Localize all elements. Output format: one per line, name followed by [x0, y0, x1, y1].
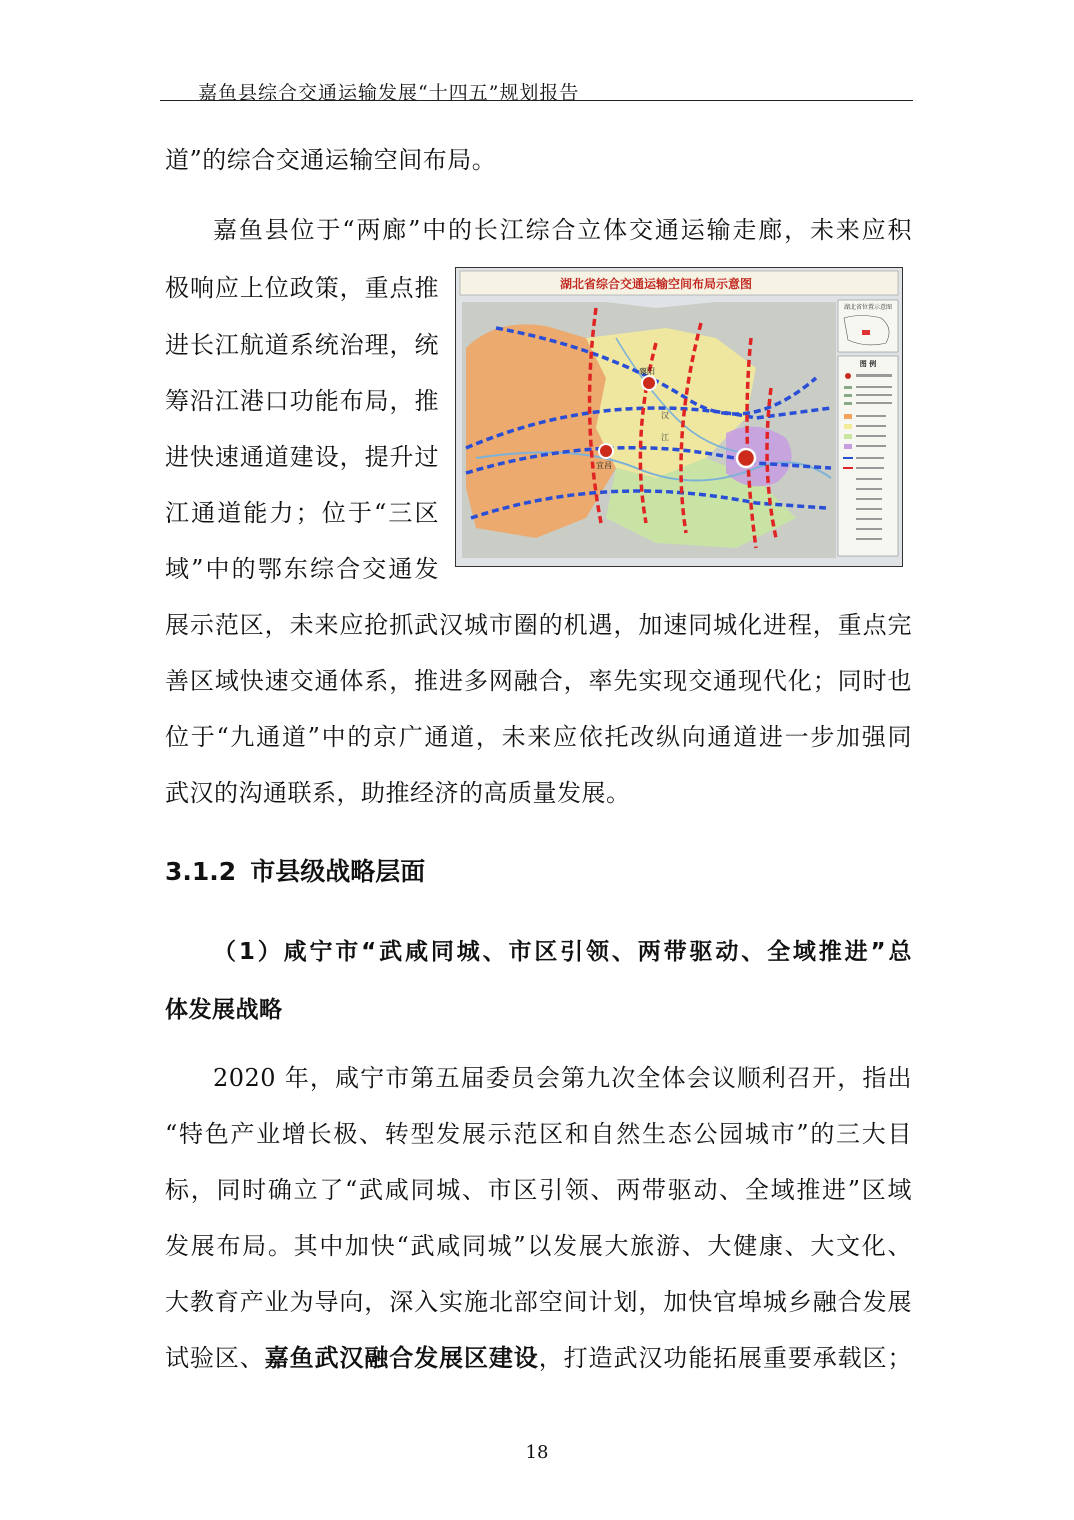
running-header: 嘉鱼县综合交通运输发展“十四五”规划报告: [198, 82, 580, 104]
hub-yichang: [599, 444, 613, 458]
river-label-jiang: 江: [661, 433, 669, 442]
river-label-han: 汉: [661, 411, 669, 420]
header-divider: [160, 100, 913, 101]
paragraph-line: 进快速通道建设，提升过: [165, 443, 439, 471]
section-number: 3.1.2: [165, 857, 237, 886]
paragraph-line: 善区域快速交通体系，推进多网融合，率先实现交通现代化；同时也: [165, 667, 912, 695]
paragraph-line: 进长江航道系统治理，统: [165, 331, 439, 359]
hub-xiangyang: [642, 376, 656, 390]
map-title: 湖北省综合交通运输空间布局示意图: [559, 277, 753, 291]
transport-layout-map: [455, 267, 903, 567]
text-suffix: ，打造武汉功能拓展重要承载区；: [538, 1344, 913, 1372]
paragraph-line: 展示范区，未来应抢抓武汉城市圈的机遇，加速同城化进程，重点完: [165, 611, 912, 639]
city-label-xiangyang: 襄阳: [639, 367, 655, 376]
paragraph-continuation: 道”的综合交通运输空间布局。: [165, 146, 497, 174]
inset-label: 湖北省位置示意图: [843, 304, 893, 311]
paragraph-line: 标，同时确立了“武咸同城、市区引领、两带驱动、全域推进”区域: [165, 1176, 912, 1204]
paragraph-line: 发展布局。其中加快“武咸同城”以发展大旅游、大健康、大文化、: [165, 1232, 912, 1260]
paragraph-line: 江通道能力；位于“三区: [165, 499, 439, 527]
paragraph-line: 嘉鱼县位于“两廊”中的长江综合立体交通运输走廊，未来应积: [213, 216, 912, 244]
emphasis-text: 嘉鱼武汉融合发展区建设: [264, 1344, 539, 1372]
hub-wuhan: [737, 449, 755, 467]
section-title: 市县级战略层面: [250, 857, 426, 886]
paragraph-line: 2020 年，咸宁市第五届委员会第九次全体会议顺利召开，指出: [213, 1064, 912, 1092]
paragraph-line: 筹沿江港口功能布局，推: [165, 387, 439, 415]
paragraph-line: “特色产业增长极、转型发展示范区和自然生态公园城市”的三大目: [165, 1120, 912, 1148]
section-heading: [165, 852, 425, 888]
paragraph-line: 域”中的鄂东综合交通发: [165, 555, 439, 583]
city-label-yichang: 宜昌: [596, 461, 612, 470]
text-prefix: 试验区、: [165, 1344, 265, 1372]
subheading-line: （1）咸宁市“武咸同城、市区引领、两带驱动、全域推进”总: [213, 939, 912, 965]
paragraph-line: 极响应上位政策，重点推: [165, 274, 439, 302]
paragraph-line: [165, 1338, 912, 1373]
legend-title: 图 例: [859, 359, 877, 368]
paragraph-line: 位于“九通道”中的京广通道，未来应依托改纵向通道进一步加强同: [165, 723, 912, 751]
paragraph-line: 武汉的沟通联系，助推经济的高质量发展。: [165, 779, 631, 807]
paragraph-line: 大教育产业为导向，深入实施北部空间计划，加快官埠城乡融合发展: [165, 1288, 912, 1316]
page-number: 18: [525, 1442, 549, 1463]
subheading-line: 体发展战略: [165, 997, 283, 1023]
